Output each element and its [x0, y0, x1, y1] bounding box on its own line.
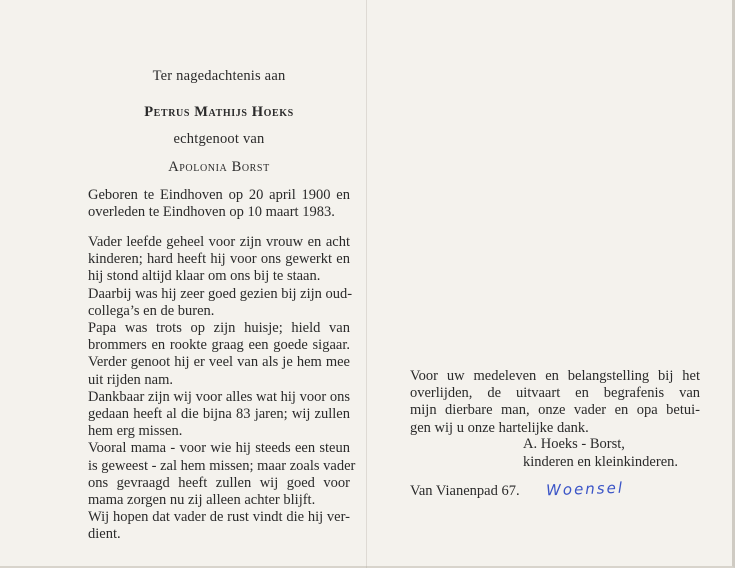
- address: Van Vianenpad 67.: [410, 483, 520, 499]
- tribute-line: Dankbaar zijn wij voor alles wat hij voor ons: [88, 388, 350, 405]
- signature-name: A. Hoeks - Borst,: [523, 436, 625, 452]
- thanks-paragraph: [410, 368, 700, 437]
- deceased-name: Petrus Mathijs Hoeks: [144, 104, 294, 120]
- tribute-line: Vooral mama - voor wie hij steeds een steun: [88, 440, 350, 457]
- spouse-intro: echtgenoot van: [173, 131, 265, 147]
- tribute-line: hij stond altijd klaar om ons bij te staan.: [88, 268, 321, 285]
- tribute-line: collega’s en de buren.: [88, 302, 215, 319]
- tribute-line: kinderen; hard heeft hij voor ons gewerkt en: [88, 251, 350, 268]
- thanks-line: Voor uw medeleven en belangstelling bij het: [410, 368, 700, 384]
- tribute-line: hem erg missen.: [88, 423, 183, 440]
- tribute-line: Daarbij was hij zeer goed gezien bij zijn oud-: [88, 285, 353, 302]
- tribute-line: brommers en rookte graag een goede sigaar.: [88, 337, 350, 354]
- tribute-line: Vader leefde geheel voor zijn vrouw en acht: [88, 234, 350, 250]
- tribute-line: Wij hopen dat vader de rust vindt die hij ver-: [88, 509, 350, 526]
- intro-line: Ter nagedachtenis aan: [152, 68, 286, 84]
- tribute-line: is geweest - zal hem missen; maar zoals vader: [88, 457, 356, 474]
- tribute-line: gedaan heeft al die bijna 83 jaren; wij zullen: [88, 406, 350, 423]
- handwritten-note: Woensel: [545, 478, 625, 500]
- tribute-line: Papa was trots op zijn huisje; hield van: [88, 320, 350, 337]
- tribute-line: Verder genoot hij er veel van als je hem mee: [88, 354, 350, 371]
- thanks-line: overlijden, de uitvaart en begrafenis van: [410, 385, 700, 402]
- spouse-name: Apolonia Borst: [168, 159, 270, 175]
- tribute-paragraph: [88, 234, 356, 544]
- death-line: overleden te Eindhoven op 10 maart 1983.: [88, 204, 335, 221]
- thanks-line: gen wij u onze hartelijke dank.: [410, 419, 589, 436]
- birth-line: Geboren te Eindhoven op 20 april 1900 en: [88, 187, 350, 203]
- card-fold-line: [366, 0, 367, 568]
- birth-death-paragraph: [88, 187, 350, 221]
- tribute-line: ons gevraagd heeft zullen wij goed voor: [88, 474, 350, 491]
- tribute-line: dient.: [88, 526, 121, 543]
- signature-family: kinderen en kleinkinderen.: [523, 454, 679, 470]
- tribute-line: mama zorgen nu zij alleen achter blijft.: [88, 492, 316, 509]
- tribute-line: uit rijden nam.: [88, 371, 173, 388]
- thanks-line: mijn dierbare man, onze vader en opa betui-: [410, 402, 700, 419]
